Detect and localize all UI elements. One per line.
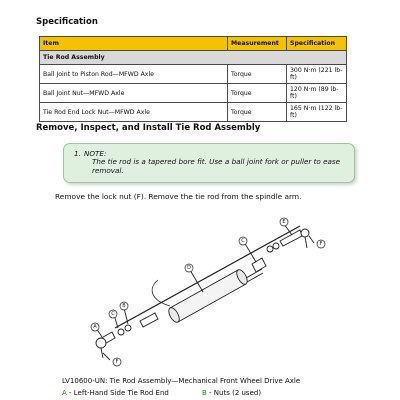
legend-text: Left-Hand Side Tie Rod End: [73, 389, 169, 397]
row-spec: 300 N·m (221 lb-ft): [287, 65, 347, 84]
step-number: 1.: [74, 149, 81, 158]
row-measurement: Torque: [228, 65, 287, 84]
note-box: [63, 143, 355, 183]
svg-text:F: F: [319, 241, 323, 247]
row-item: Ball Joint to Piston Rod—MFWD Axle: [40, 65, 228, 84]
svg-text:C: C: [111, 311, 115, 317]
row-spec: 165 N·m (122 lb-ft): [287, 103, 347, 122]
table-row: [40, 84, 347, 103]
specification-table: [39, 36, 347, 122]
tie-rod-diagram: [0, 200, 400, 376]
column-header-measurement: Measurement: [228, 37, 287, 51]
column-header-specification: Specification: [287, 37, 347, 51]
callout-f: [113, 358, 121, 366]
table-row: [40, 103, 347, 122]
note-label: NOTE:: [84, 149, 107, 158]
group-label: Tie Rod Assembly: [40, 51, 347, 65]
instruction-text: Remove the lock nut (F). Remove the tie rod from the spindle arm.: [55, 192, 302, 201]
column-header-item: Item: [40, 37, 228, 51]
legend-key: B: [202, 389, 207, 397]
note-text: The tie rod is a tapered bore fit. Use a ball joint fork or puller to ease removal.: [92, 157, 341, 175]
svg-text:F: F: [115, 359, 119, 365]
row-measurement: Torque: [228, 103, 287, 122]
table-row: [40, 65, 347, 84]
table-header-row: [40, 37, 347, 51]
callout-c: [109, 310, 117, 318]
table-group-row: [40, 51, 347, 65]
row-spec: 120 N·m (89 lb-ft): [287, 84, 347, 103]
callout-e: [280, 218, 288, 226]
svg-text:E: E: [282, 219, 286, 225]
figure-caption: LV10600-UN: Tie Rod Assembly—Mechanical Front Wheel Drive Axle: [62, 377, 301, 385]
callout-a: [91, 323, 99, 331]
legend-key: A: [62, 389, 67, 397]
callout-f: [317, 240, 325, 248]
svg-text:C: C: [241, 238, 245, 244]
legend-text: Nuts (2 used): [213, 389, 262, 397]
row-item: Tie Rod End Lock Nut—MFWD Axle: [40, 103, 228, 122]
svg-text:B: B: [122, 303, 126, 309]
callout-b: [120, 302, 128, 310]
procedure-heading: Remove, Inspect, and Install Tie Rod Assembly: [36, 123, 261, 133]
row-item: Ball Joint Nut—MFWD Axle: [40, 84, 228, 103]
specification-heading: Specification: [36, 17, 98, 27]
callout-d: [185, 264, 193, 272]
callout-c: [239, 237, 247, 245]
legend-item: B - Nuts (2 used): [202, 389, 262, 397]
svg-text:D: D: [187, 265, 191, 271]
row-measurement: Torque: [228, 84, 287, 103]
legend-item: A - Left-Hand Side Tie Rod End: [62, 389, 169, 397]
svg-text:A: A: [93, 324, 97, 330]
